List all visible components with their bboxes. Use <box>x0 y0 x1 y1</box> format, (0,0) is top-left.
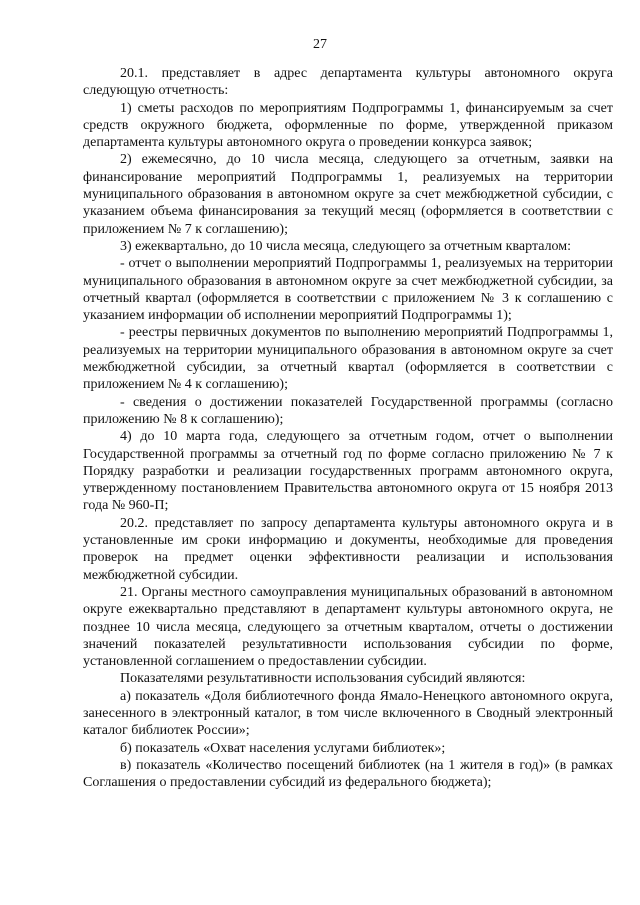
paragraph-item-1: 1) сметы расходов по мероприятиям Подпрограммы 1, финансируемым за счет средств окружного бюджета, оформленные по форме, утвержденной приказом департамента культуры автономного округа о проведении конкурса заявок; <box>83 100 613 151</box>
paragraph-item-2: 2) ежемесячно, до 10 числа месяца, следующего за отчетным, заявки на финансирование мероприятий Подпрограммы 1, реализуемых на территории муниципального образования в автономном округе за счет межбюджетной субсидии, с указанием объема финансирования за текущий месяц (оформляется в соответствии с приложением № 7 к соглашению); <box>83 152 613 237</box>
paragraph-indicator-b: б) показатель «Охват населения услугами библиотек»; <box>120 740 446 756</box>
paragraph-item-4: 4) до 10 марта года, следующего за отчетным годом, отчет о выполнении Государственной программы за отчетный год по форме согласно приложению № 7 к Порядку разработки и реализации государственных программ автономного округа, утвержденному постановлением Правительства автономного округа от 15 ноября 2013 года № 960-П; <box>83 429 613 514</box>
paragraph-item-3: 3) ежеквартально, до 10 числа месяца, следующего за отчетным кварталом: <box>120 238 572 254</box>
page-number: 27 <box>313 37 327 52</box>
paragraph-registers: - реестры первичных документов по выполнению мероприятий Подпрограммы 1, реализуемых на территории муниципального образования в автономном округе за счет межбюджетной субсидии, за отчетный квартал (оформляется в соответствии с приложением № 4 к соглашению); <box>83 325 613 393</box>
paragraph-21: 21. Органы местного самоуправления муниципальных образований в автономном округе ежеквартально представляют в департамент культуры автономного округа, не позднее 10 числа месяца, следующего за отчетным кварталом, отчеты о достижении значений показателей результативности использования субсидии по форме, установленной соглашением о предоставлении субсидии. <box>83 584 613 670</box>
paragraph-indicators-info: - сведения о достижении показателей Государственной программы (согласно приложению № 8 к соглашению); <box>83 394 613 427</box>
document-body <box>83 65 613 791</box>
paragraph-indicators-heading: Показателями результативности использования субсидий являются: <box>120 671 526 687</box>
paragraph-20-1: 20.1. представляет в адрес департамента культуры автономного округа следующую отчетность: <box>83 66 613 99</box>
paragraph-indicator-a: а) показатель «Доля библиотечного фонда Ямало-Ненецкого автономного округа, занесенного в электронный каталог, в том числе включенного в Сводный электронный каталог библиотек России»; <box>83 688 613 739</box>
paragraph-report-execution: - отчет о выполнении мероприятий Подпрограммы 1, реализуемых на территории муниципального образования в автономном округе за счет межбюджетной субсидии, за отчетный квартал (оформляется в соответствии с приложением № 3 к соглашению с указанием информации об исполнении мероприятий Подпрограммы 1); <box>83 256 613 324</box>
paragraph-20-2: 20.2. представляет по запросу департамента культуры автономного округа и в установленные им сроки информацию и документы, необходимые для проведения проверок на предмет оценки эффективности реализации и использования межбюджетной субсидии. <box>83 515 613 583</box>
paragraph-indicator-c: в) показатель «Количество посещений библиотек (на 1 жителя в год)» (в рамках Соглашения о предоставлении субсидий из федерального бюджета); <box>83 757 613 791</box>
